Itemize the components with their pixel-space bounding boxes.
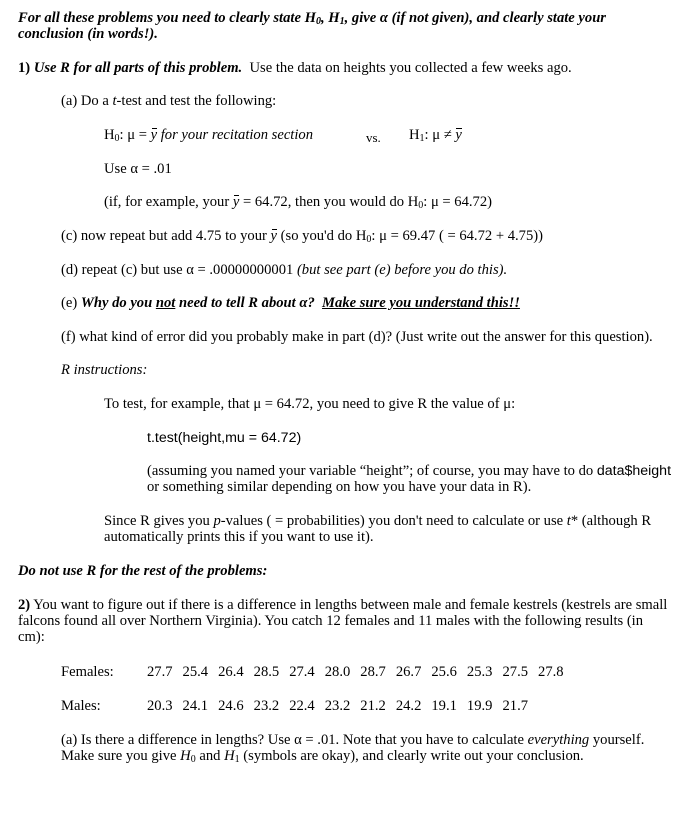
example-line: (if, for example, your y = 64.72, then you would do H0: μ = 64.72) (104, 194, 493, 211)
problem-2-line-3: cm): (18, 629, 45, 645)
male-length-value: 24.2 (395, 698, 422, 714)
null-hypothesis: H0: μ = y for your recitation section (104, 127, 314, 144)
versus-label: vs. (366, 130, 381, 145)
male-length-value: 19.1 (431, 698, 457, 714)
assume-line-2: or something similar depending on how you have your data in R). (147, 479, 532, 495)
female-length-value: 27.5 (502, 664, 529, 680)
problem-2-part-a-line-2: Make sure you give H0 and H1 (symbols are okay), and clearly write out your conclusion. (61, 748, 584, 765)
problem-2-line-2: falcons found all over Northern Virginia). You catch 12 females and 11 males with the following results (in (18, 613, 644, 629)
male-length-value: 19.9 (466, 698, 493, 714)
females-values (147, 664, 574, 681)
part-a-label: (a) Do a t-test and test the following: (61, 93, 277, 109)
do-not-use-r-heading: Do not use R for the rest of the problems: (18, 563, 268, 579)
r-instructions-heading: R instructions: (61, 362, 148, 378)
female-length-value: 25.6 (431, 664, 457, 680)
male-length-value: 21.2 (360, 698, 386, 714)
females-label: Females: (61, 664, 114, 680)
problem-2-line-1: 2) You want to figure out if there is a difference in lengths between male and female kestrels (kestrels are small (18, 597, 668, 613)
part-c: (c) now repeat but add 4.75 to your y (so you'd do H0: μ = 69.47 ( = 64.72 + 4.75)) (61, 228, 543, 245)
male-length-value: 23.2 (253, 698, 280, 714)
since-line-2: automatically prints this if you want to use it). (104, 529, 374, 545)
male-length-value: 20.3 (147, 698, 173, 714)
male-length-value: 21.7 (502, 698, 529, 714)
female-length-value: 27.7 (147, 664, 173, 680)
female-length-value: 25.4 (182, 664, 209, 680)
since-line-1: Since R gives you p-values ( = probabilities) you don't need to calculate or use t* (although R (104, 513, 652, 529)
female-length-value: 25.3 (466, 664, 493, 680)
male-length-value: 23.2 (324, 698, 351, 714)
problem-2-part-a-line-1: (a) Is there a difference in lengths? Use α = .01. Note that you have to calculate everything yourself. (61, 732, 645, 748)
female-length-value: 26.4 (218, 664, 244, 680)
part-f: (f) what kind of error did you probably make in part (d)? (Just write out the answer for this question). (61, 329, 653, 345)
males-label: Males: (61, 698, 101, 714)
part-e: (e) Why do you not need to tell R about α? Make sure you understand this!! (61, 295, 520, 311)
male-length-value: 24.6 (218, 698, 244, 714)
r-code-example: t.test(height,mu = 64.72) (147, 430, 302, 446)
assume-line-1: (assuming you named your variable “height”; of course, you may have to do data$height (147, 463, 672, 479)
intro-line-2: conclusion (in words!). (18, 26, 158, 42)
to-test-line: To test, for example, that μ = 64.72, you need to give R the value of μ: (104, 396, 516, 412)
alternative-hypothesis: H1: μ ≠ y (409, 127, 462, 144)
female-length-value: 27.4 (289, 664, 315, 680)
female-length-value: 27.8 (538, 664, 564, 680)
female-length-value: 28.0 (324, 664, 351, 680)
alpha-level: Use α = .01 (104, 161, 172, 177)
males-values (147, 698, 538, 715)
female-length-value: 26.7 (395, 664, 422, 680)
part-d: (d) repeat (c) but use α = .00000000001 (but see part (e) before you do this). (61, 262, 508, 278)
intro-line-1: For all these problems you need to clearly state H0, H1, give α (if not given), and clearly state your (18, 10, 606, 27)
male-length-value: 22.4 (289, 698, 315, 714)
female-length-value: 28.7 (360, 664, 386, 680)
problem-1-heading: 1) Use R for all parts of this problem. Use the data on heights you collected a few weeks ago. (18, 60, 572, 76)
female-length-value: 28.5 (253, 664, 280, 680)
male-length-value: 24.1 (182, 698, 209, 714)
